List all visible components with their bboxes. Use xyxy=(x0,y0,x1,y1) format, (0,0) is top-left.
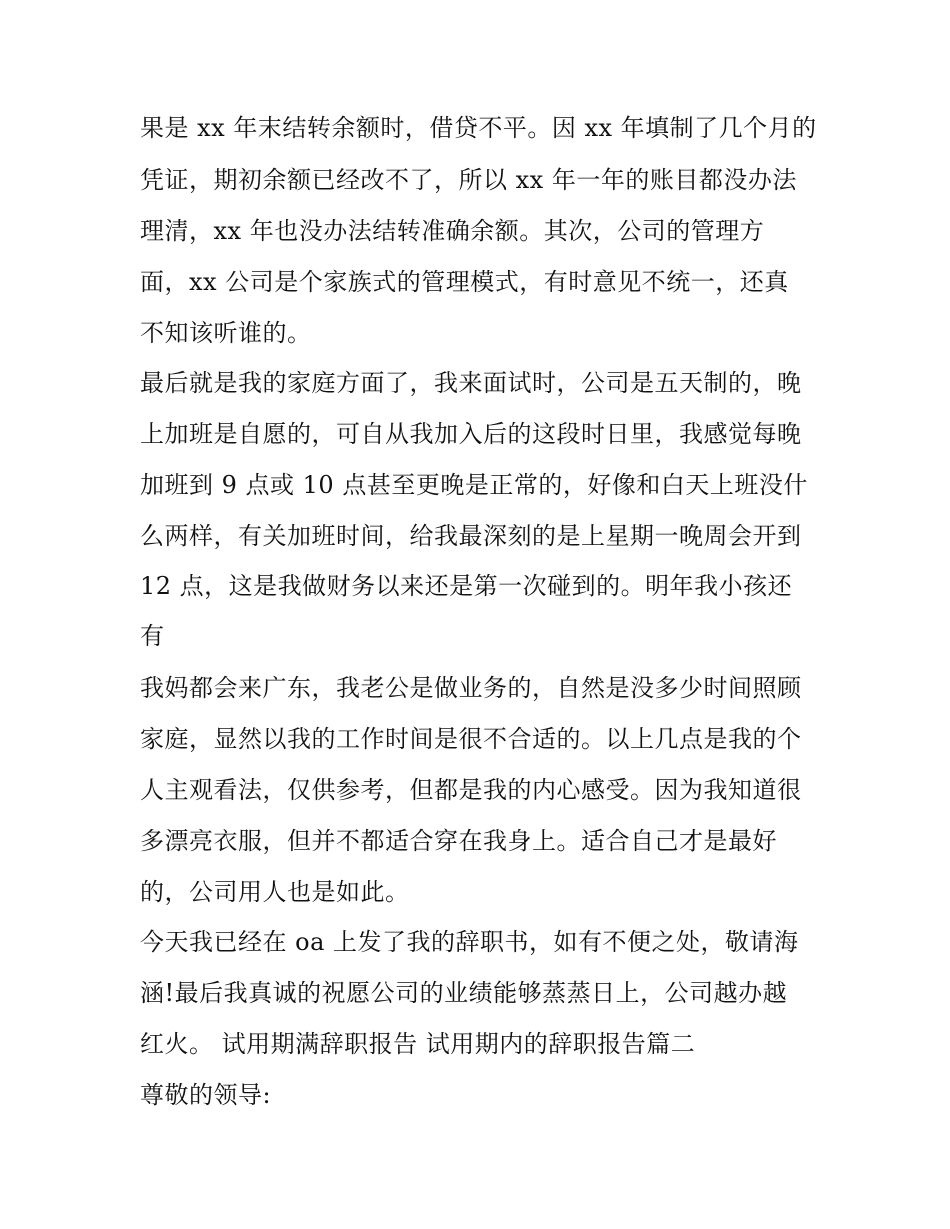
text-line: 凭证，期初余额已经改不了，所以 xx 年一年的账目都没办法 xyxy=(140,166,797,194)
text-line: 12 点，这是我做财务以来还是第一次碰到的。明年我小孩还 xyxy=(140,572,793,600)
text-line: 涵!最后我真诚的祝愿公司的业绩能够蒸蒸日上，公司越办越 xyxy=(140,979,788,1007)
text-line: 我妈都会来广东，我老公是做业务的，自然是没多少时间照顾 xyxy=(140,674,802,702)
text-line: 有 xyxy=(140,622,165,650)
text-line: 上加班是自愿的，可自从我加入后的这段时日里，我感觉每晚 xyxy=(140,420,802,448)
text-line: 面，xx 公司是个家族式的管理模式，有时意见不统一，还真 xyxy=(140,268,789,296)
text-line: 的，公司用人也是如此。 xyxy=(140,878,410,906)
text-line: 尊敬的领导: xyxy=(140,1081,272,1109)
text-line: 不知该听谁的。 xyxy=(140,319,312,347)
text-line: 今天我已经在 oa 上发了我的辞职书，如有不便之处，敬请海 xyxy=(140,928,799,956)
text-line: 家庭，显然以我的工作时间是很不合适的。以上几点是我的个 xyxy=(140,725,802,753)
text-line: 果是 xx 年末结转余额时，借贷不平。因 xx 年填制了几个月的 xyxy=(140,114,817,142)
text-line: 么两样，有关加班时间，给我最深刻的是上星期一晚周会开到 xyxy=(140,522,802,550)
text-line: 理清，xx 年也没办法结转准确余额。其次，公司的管理方 xyxy=(140,217,765,245)
text-line: 红火。 试用期满辞职报告 试用期内的辞职报告篇二 xyxy=(140,1030,696,1058)
text-line: 最后就是我的家庭方面了，我来面试时，公司是五天制的，晚 xyxy=(140,369,802,397)
text-line: 多漂亮衣服，但并不都适合穿在我身上。适合自己才是最好 xyxy=(140,827,777,855)
text-line: 人主观看法，仅供参考，但都是我的内心感受。因为我知道很 xyxy=(140,776,802,804)
text-line: 加班到 9 点或 10 点甚至更晚是正常的，好像和白天上班没什 xyxy=(140,471,808,499)
